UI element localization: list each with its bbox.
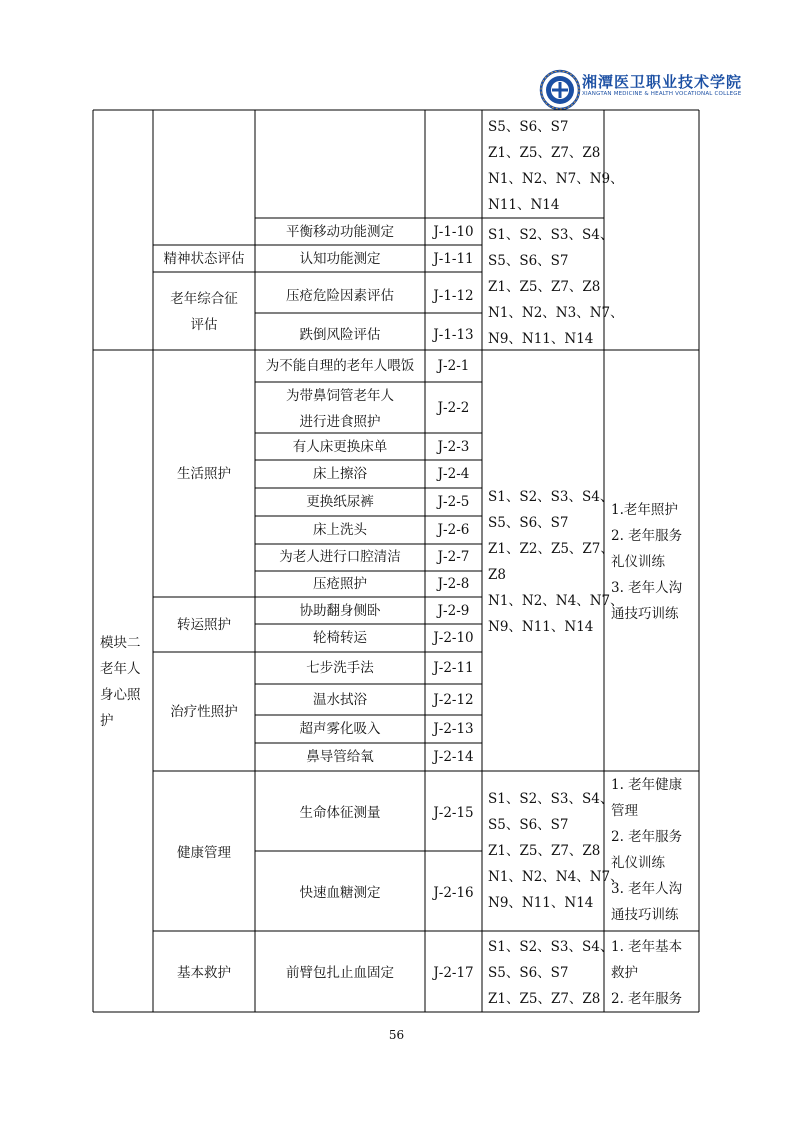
- task-id-blood-glucose: J-2-16: [433, 885, 474, 901]
- task-id-pressure-care: J-2-8: [437, 576, 470, 592]
- task-fall-risk: 跌倒风险评估: [299, 327, 381, 343]
- task-feeding: 为不能自理的老年人喂饭: [265, 358, 415, 374]
- task-id-turn-over: J-2-9: [437, 603, 470, 619]
- task-id-hand-wash: J-2-11: [433, 660, 474, 676]
- task-pressure-risk: 压疮危险因素评估: [286, 288, 394, 304]
- task-diaper: 更换纸尿裤: [306, 494, 374, 510]
- task-id-pressure-risk: J-1-12: [433, 288, 474, 304]
- college-english-name: XIANGTAN MEDICINE & HEALTH VOCATIONAL COLLEGE: [582, 91, 742, 97]
- task-id-nasogastric-feeding: J-2-2: [437, 400, 470, 416]
- task-id-hair-wash: J-2-6: [437, 522, 470, 538]
- task-id-wheelchair: J-2-10: [433, 630, 474, 646]
- task-id-diaper: J-2-5: [437, 494, 470, 510]
- task-balance: 平衡移动功能测定: [286, 224, 394, 240]
- task-oral-care: 为老人进行口腔清洁: [279, 549, 401, 565]
- task-id-feeding: J-2-1: [437, 358, 470, 374]
- unit-basic-rescue: 基本救护: [177, 965, 231, 981]
- task-id-balance: J-1-10: [433, 224, 474, 240]
- task-id-bed-linen: J-2-3: [437, 439, 470, 455]
- task-id-bed-bath: J-2-4: [437, 466, 470, 482]
- task-id-cognitive: J-1-11: [433, 251, 474, 267]
- codes-cell-rescue: S1、S2、S3、S4、 S5、S6、S7 Z1、Z5、Z7、Z8: [488, 939, 614, 1007]
- codes-cell-group2: S1、S2、S3、S4、 S5、S6、S7 Z1、Z2、Z5、Z7、 Z8 N1、N2、N4、N7、 N9、N11、N14: [488, 489, 624, 635]
- unit-health-management: 健康管理: [177, 845, 231, 861]
- task-id-oxygen: J-2-14: [433, 749, 474, 765]
- courses-cell-rescue: 1. 老年基本 救护 2. 老年服务: [611, 939, 683, 1007]
- task-wheelchair: 轮椅转运: [313, 630, 367, 646]
- unit-comprehensive: 老年综合征 评估: [170, 291, 238, 333]
- task-id-fall-risk: J-1-13: [433, 327, 474, 343]
- task-nebulization: 超声雾化吸入: [299, 721, 381, 737]
- task-id-warm-bath: J-2-12: [433, 692, 474, 708]
- task-cognitive: 认知功能测定: [299, 251, 381, 267]
- unit-daily-care: 生活照护: [177, 466, 231, 482]
- task-warm-bath: 温水拭浴: [313, 692, 367, 708]
- task-vital-signs: 生命体征测量: [299, 805, 381, 821]
- task-hair-wash: 床上洗头: [313, 522, 367, 538]
- task-id-vital-signs: J-2-15: [433, 805, 474, 821]
- module-2-title: 模块二 老年人 身心照 护: [100, 635, 141, 729]
- codes-cell-top: S5、S6、S7 Z1、Z5、Z7、Z8 N1、N2、N7、N9、 N11、N14: [488, 119, 624, 213]
- task-bed-linen: 有人床更换床单: [292, 439, 388, 455]
- page-number: 56: [388, 1028, 405, 1042]
- task-turn-over: 协助翻身侧卧: [299, 603, 381, 619]
- task-bed-bath: 床上擦浴: [313, 466, 367, 482]
- task-bandage: 前臂包扎止血固定: [286, 965, 394, 981]
- task-pressure-care: 压疮照护: [313, 576, 367, 592]
- task-id-oral-care: J-2-7: [437, 549, 470, 565]
- college-name: 湘潭医卫职业技术学院: [582, 73, 743, 91]
- task-hand-wash: 七步洗手法: [306, 660, 374, 676]
- task-oxygen: 鼻导管给氧: [306, 749, 374, 765]
- unit-therapy: 治疗性照护: [170, 704, 238, 720]
- task-id-nebulization: J-2-13: [433, 721, 474, 737]
- unit-transfer: 转运照护: [177, 617, 231, 633]
- task-nasogastric-feeding: 为带鼻饲管老年人 进行进食照护: [286, 388, 394, 430]
- codes-cell-health: S1、S2、S3、S4、 S5、S6、S7 Z1、Z5、Z7、Z8 N1、N2、N4、N7、 N9、N11、N14: [488, 791, 624, 911]
- unit-mental-status: 精神状态评估: [163, 251, 245, 267]
- task-blood-glucose: 快速血糖测定: [299, 885, 381, 901]
- task-id-bandage: J-2-17: [433, 965, 474, 981]
- codes-cell-group1: S1、S2、S3、S4、 S5、S6、S7 Z1、Z5、Z7、Z8 N1、N2、N3、N7、 N9、N11、N14: [488, 227, 624, 347]
- courses-cell-health: 1. 老年健康 管理 2. 老年服务 礼仪训练 3. 老年人沟 通技巧训练: [611, 777, 683, 923]
- courses-cell-group2: 1.老年照护 2. 老年服务 礼仪训练 3. 老年人沟 通技巧训练: [611, 502, 683, 622]
